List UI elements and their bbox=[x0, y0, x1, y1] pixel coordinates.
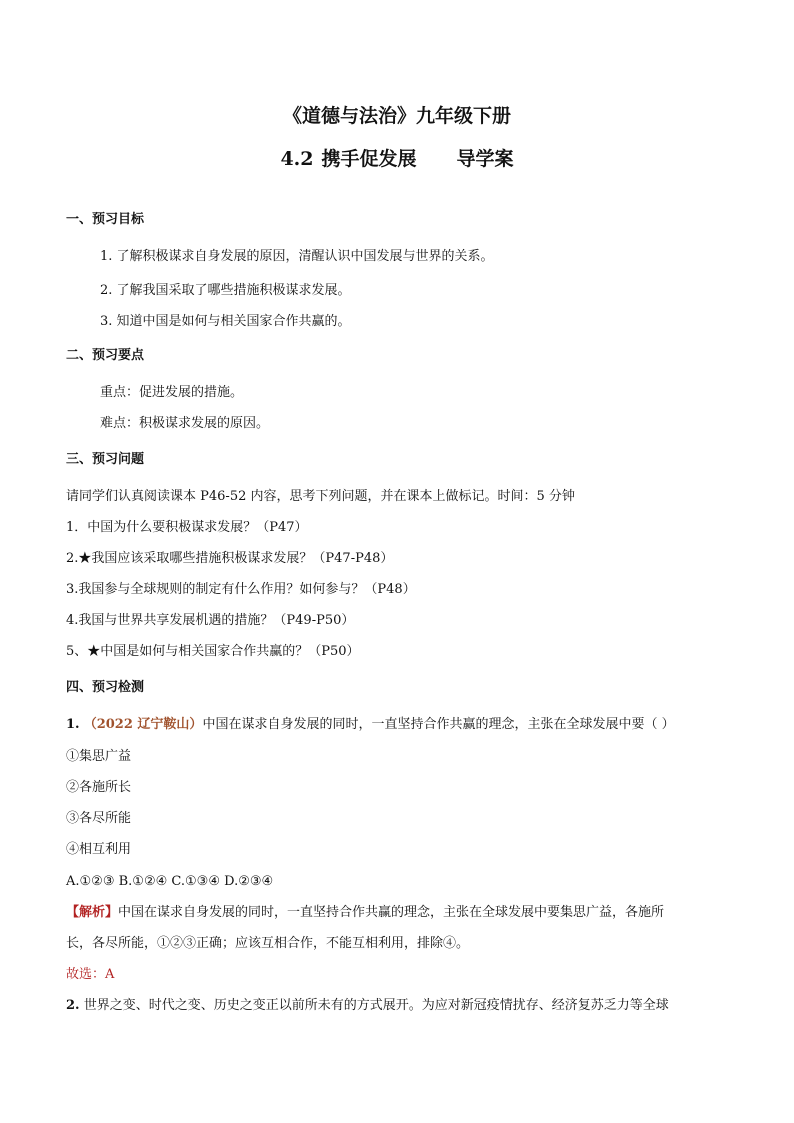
exercise-2-text: 世界之变、时代之变、历史之变正以前所未有的方式展开。为应对新冠疫情扰存、经济复苏乏力等全球 bbox=[83, 998, 669, 1013]
section-heading-points: 二、预习要点 bbox=[66, 348, 145, 363]
option-3: ③各尽所能 bbox=[66, 811, 132, 826]
analysis-text-1: 中国在谋求自身发展的同时，一直坚持合作共赢的理念，主张在全球发展中要集思广益，各施所 bbox=[118, 905, 665, 920]
lesson-name: 携手促发展 bbox=[321, 148, 417, 170]
section-heading-goals: 一、预习目标 bbox=[66, 212, 145, 227]
question-2: 2.★我国应该采取哪些措施积极谋求发展？（P47-P48） bbox=[66, 551, 394, 566]
option-4: ④相互利用 bbox=[66, 842, 132, 857]
question-3: 3.我国参与全球规则的制定有什么作用？如何参与？（P48） bbox=[66, 582, 416, 597]
exercise-2-number: 2. bbox=[66, 998, 80, 1013]
answer-choices: A.①②③ B.①②④ C.①③④ D.②③④ bbox=[66, 874, 274, 889]
analysis-line-2: 长，各尽所能，①②③正确；应该互相合作，不能互相利用，排除④。 bbox=[66, 936, 470, 951]
option-1: ①集思广益 bbox=[66, 749, 132, 764]
option-2: ②各施所长 bbox=[66, 780, 132, 795]
question-1: 1．中国为什么要积极谋求发展？（P47） bbox=[66, 520, 308, 535]
question-4: 4.我国与世界共享发展机遇的措施？（P49-P50） bbox=[66, 613, 355, 628]
exercise-1-number: 1. bbox=[66, 717, 80, 732]
exercise-2-stem bbox=[66, 997, 669, 1015]
analysis-label: 【解析】 bbox=[66, 905, 119, 920]
exercise-1-source: （2022 辽宁鞍山） bbox=[83, 717, 203, 732]
exercise-1-stem bbox=[66, 716, 675, 734]
questions-intro: 请同学们认真阅读课本 P46-52 内容，思考下列问题，并在课本上做标记。时间：5 分钟 bbox=[66, 489, 575, 504]
lesson-number: 4.2 bbox=[280, 148, 314, 170]
exercise-1-text: 中国在谋求自身发展的同时，一直坚持合作共赢的理念，主张在全球发展中要（ ） bbox=[202, 717, 675, 732]
document-title: 《道德与法治》九年级下册 bbox=[282, 105, 511, 127]
analysis-line-1 bbox=[66, 904, 664, 922]
section-heading-check: 四、预习检测 bbox=[66, 680, 145, 695]
answer-line: 故选：A bbox=[66, 967, 115, 982]
key-point: 重点：促进发展的措施。 bbox=[100, 385, 244, 400]
lesson-type: 导学案 bbox=[456, 148, 514, 170]
goal-item-3: 3. 知道中国是如何与相关国家合作共赢的。 bbox=[100, 314, 351, 329]
difficult-point: 难点：积极谋求发展的原因。 bbox=[100, 416, 270, 431]
lesson-subtitle bbox=[0, 146, 794, 172]
question-5: 5、★中国是如何与相关国家合作共赢的？（P50） bbox=[66, 644, 360, 659]
goal-item-1: 1. 了解积极谋求自身发展的原因，清醒认识中国发展与世界的关系。 bbox=[100, 249, 494, 264]
goal-item-2: 2. 了解我国采取了哪些措施积极谋求发展。 bbox=[100, 283, 351, 298]
section-heading-questions: 三、预习问题 bbox=[66, 452, 145, 467]
